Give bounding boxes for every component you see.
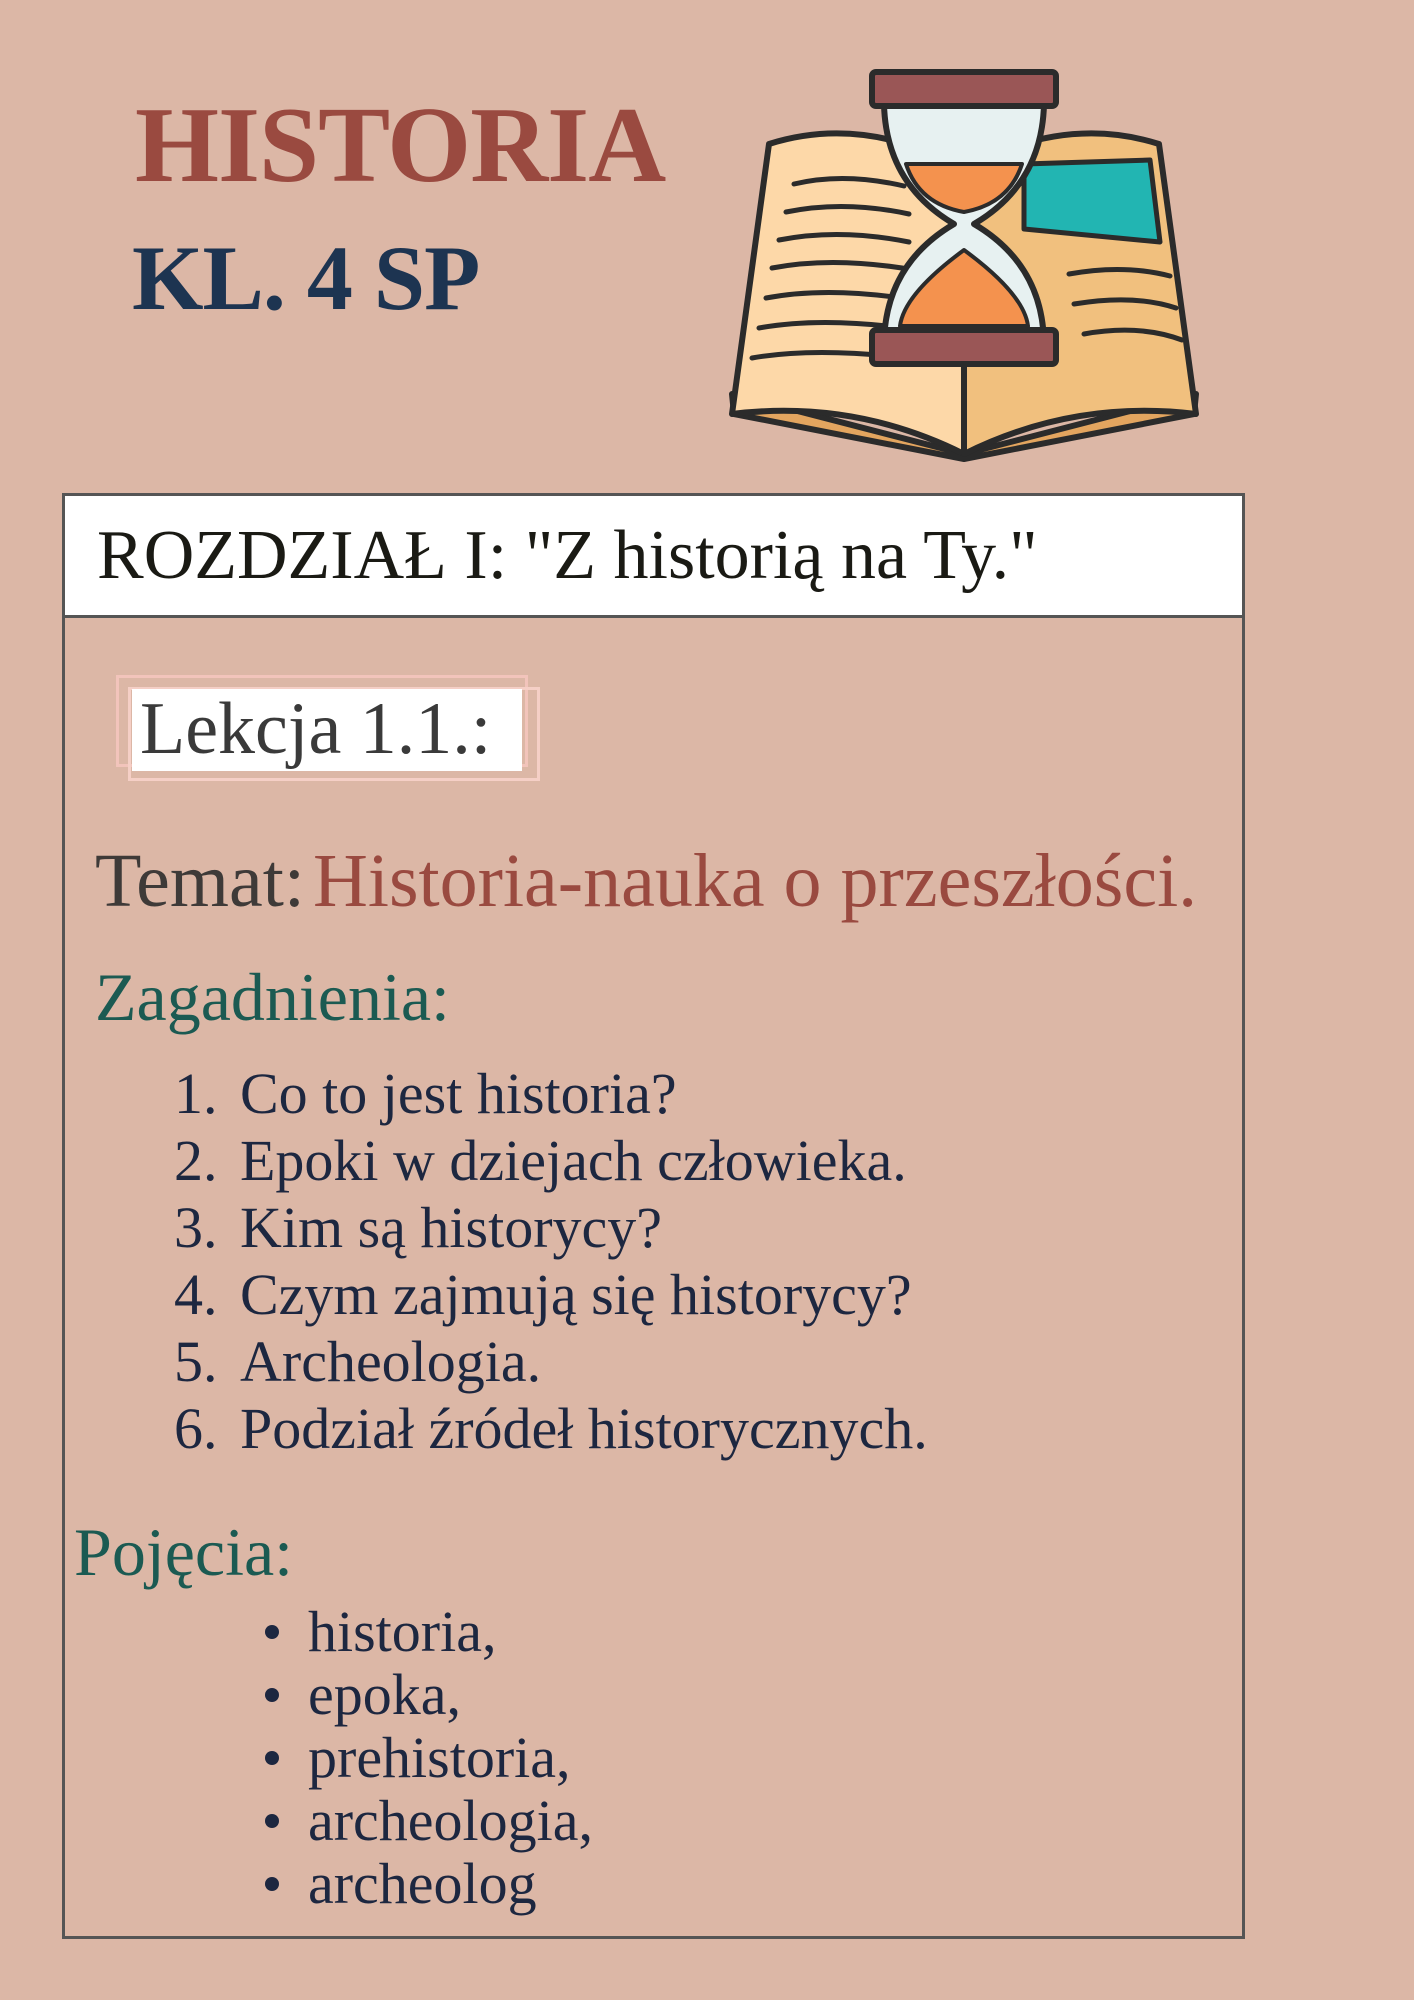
list-item xyxy=(265,1852,593,1915)
topic-row xyxy=(95,836,1197,927)
list-item-text: prehistoria, xyxy=(308,1725,571,1790)
list-item xyxy=(174,1328,928,1395)
concepts-heading: Pojęcia: xyxy=(74,1514,294,1590)
list-item xyxy=(265,1663,593,1726)
topic-value: Historia-nauka o przeszłości. xyxy=(312,839,1198,923)
chapter-header-box xyxy=(62,493,1245,618)
list-item-text: epoka, xyxy=(308,1662,461,1727)
list-item xyxy=(265,1726,593,1789)
list-item xyxy=(174,1261,928,1328)
list-item-text: Epoki w dziejach człowieka. xyxy=(240,1128,907,1193)
list-item-number: 4. xyxy=(174,1262,218,1327)
list-item-number: 5. xyxy=(174,1329,218,1394)
list-item-text: historia, xyxy=(308,1599,497,1664)
list-item xyxy=(265,1600,593,1663)
list-item-text: Archeologia. xyxy=(240,1329,542,1394)
list-item-text: Co to jest historia? xyxy=(240,1061,677,1126)
list-item-text: archeolog xyxy=(308,1851,537,1916)
list-item-text: Podział źródeł historycznych. xyxy=(240,1396,928,1461)
concepts-list xyxy=(265,1600,593,1915)
issues-heading: Zagadnienia: xyxy=(95,959,450,1035)
list-item-number: 3. xyxy=(174,1195,218,1260)
bullet-icon xyxy=(265,1751,279,1765)
issues-list xyxy=(174,1060,928,1462)
book-hourglass-icon xyxy=(724,64,1204,464)
chapter-title: ROZDZIAŁ I: "Z historią na Ty." xyxy=(97,517,1038,594)
list-item xyxy=(265,1789,593,1852)
bullet-icon xyxy=(265,1877,279,1891)
list-item-number: 2. xyxy=(174,1128,218,1193)
list-item-number: 6. xyxy=(174,1396,218,1461)
list-item-text: archeologia, xyxy=(308,1788,594,1853)
bullet-icon xyxy=(265,1625,279,1639)
list-item-text: Czym zajmują się historycy? xyxy=(240,1262,912,1327)
list-item-number: 1. xyxy=(174,1061,218,1126)
list-item-text: Kim są historycy? xyxy=(240,1195,663,1260)
list-item xyxy=(174,1395,928,1462)
list-item xyxy=(174,1127,928,1194)
bullet-icon xyxy=(265,1814,279,1828)
page-title: HISTORIA xyxy=(135,86,666,205)
topic-label: Temat: xyxy=(95,839,305,923)
list-item xyxy=(174,1060,928,1127)
list-item xyxy=(174,1194,928,1261)
lesson-label: Lekcja 1.1.: xyxy=(140,688,492,770)
lesson-badge xyxy=(116,675,540,785)
class-subtitle: KL. 4 SP xyxy=(132,227,480,329)
bullet-icon xyxy=(265,1688,279,1702)
